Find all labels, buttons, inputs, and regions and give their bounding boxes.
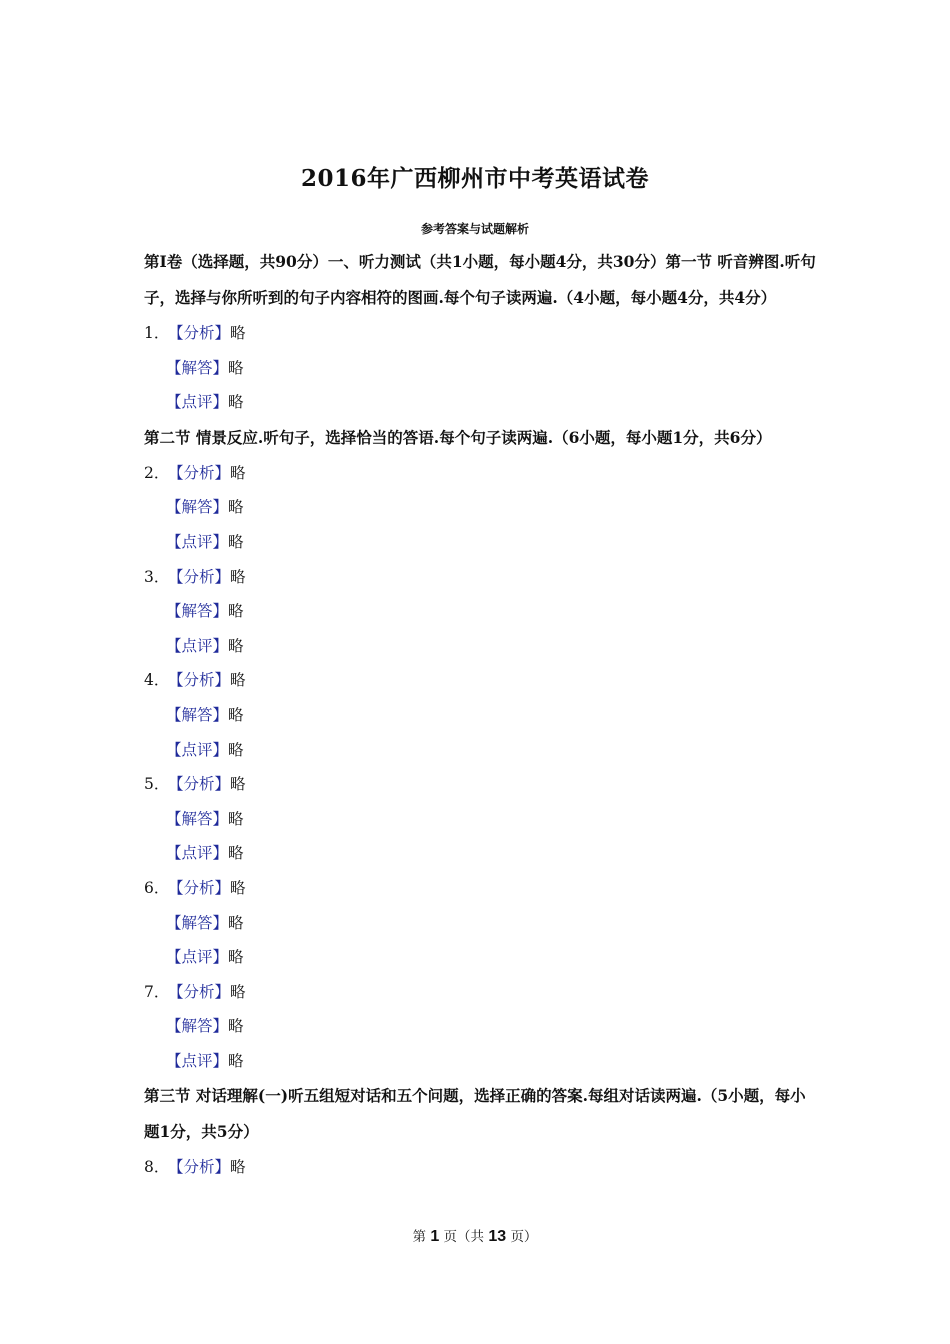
- question-3-comment: [144, 629, 819, 664]
- comment-tag: 【点评】: [166, 393, 229, 412]
- question-4-comment: [144, 733, 819, 768]
- question-7-comment: [144, 1044, 819, 1079]
- analysis-tag: 【分析】: [168, 463, 231, 482]
- question-number: 5．: [144, 775, 170, 794]
- question-6-analysis: [144, 871, 819, 906]
- question-6-comment: [144, 940, 819, 975]
- answer-tag: 【解答】: [166, 705, 229, 724]
- question-5-answer: [144, 802, 819, 837]
- question-5-analysis: [144, 767, 819, 802]
- answer-tag: 【解答】: [166, 1017, 229, 1036]
- question-2-analysis: [144, 456, 819, 491]
- question-2-answer: [144, 490, 819, 525]
- question-4-analysis: [144, 663, 819, 698]
- answer-value: 略: [228, 809, 244, 828]
- question-number: 7．: [144, 982, 170, 1001]
- comment-value: 略: [228, 532, 244, 551]
- analysis-value: 略: [230, 567, 246, 586]
- answer-tag: 【解答】: [166, 498, 229, 517]
- question-8-analysis: [144, 1150, 819, 1185]
- analysis-tag: 【分析】: [168, 1158, 231, 1177]
- answer-value: 略: [228, 705, 244, 724]
- document-body: [144, 244, 819, 1185]
- page-footer: [0, 1225, 950, 1246]
- question-number: 8．: [144, 1158, 170, 1177]
- answer-tag: 【解答】: [166, 602, 229, 621]
- footer-total-pages: 13: [488, 1228, 507, 1245]
- footer-suffix: 页）: [510, 1229, 538, 1245]
- analysis-tag: 【分析】: [168, 671, 231, 690]
- answer-tag: 【解答】: [166, 809, 229, 828]
- comment-tag: 【点评】: [166, 1051, 229, 1070]
- question-5-comment: [144, 836, 819, 871]
- comment-value: 略: [228, 948, 244, 967]
- question-6-answer: [144, 906, 819, 941]
- analysis-tag: 【分析】: [168, 878, 231, 897]
- answer-value: 略: [228, 358, 244, 377]
- question-1-analysis: [144, 316, 819, 351]
- comment-tag: 【点评】: [166, 532, 229, 551]
- answer-tag: 【解答】: [166, 358, 229, 377]
- document-subtitle: 参考答案与试题解析: [420, 222, 529, 236]
- analysis-value: 略: [230, 878, 246, 897]
- comment-value: 略: [228, 844, 244, 863]
- footer-middle: 页（共: [443, 1229, 485, 1245]
- analysis-tag: 【分析】: [168, 982, 231, 1001]
- comment-value: 略: [228, 740, 244, 759]
- footer-prefix: 第: [412, 1229, 427, 1245]
- analysis-value: 略: [230, 671, 246, 690]
- analysis-value: 略: [230, 324, 246, 342]
- analysis-tag: 【分析】: [168, 775, 231, 794]
- comment-value: 略: [228, 636, 244, 655]
- analysis-tag: 【分析】: [168, 324, 231, 342]
- answer-value: 略: [228, 913, 244, 932]
- question-2-comment: [144, 525, 819, 560]
- answer-value: 略: [228, 498, 244, 517]
- question-1-answer: [144, 351, 819, 386]
- analysis-value: 略: [230, 982, 246, 1001]
- question-number: 3．: [144, 567, 170, 586]
- comment-tag: 【点评】: [166, 636, 229, 655]
- question-3-analysis: [144, 560, 819, 595]
- analysis-value: 略: [230, 463, 246, 482]
- question-number: 2．: [144, 463, 170, 482]
- comment-tag: 【点评】: [166, 740, 229, 759]
- footer-page-number: 1: [430, 1228, 440, 1245]
- answer-value: 略: [228, 1017, 244, 1036]
- question-3-answer: [144, 594, 819, 629]
- analysis-value: 略: [230, 1158, 246, 1177]
- question-number: 4．: [144, 671, 170, 690]
- document-title: 2016年广西柳州市中考英语试卷: [300, 165, 649, 192]
- answer-tag: 【解答】: [166, 913, 229, 932]
- analysis-value: 略: [230, 775, 246, 794]
- answer-value: 略: [228, 602, 244, 621]
- section-heading-1: 第Ⅰ卷（选择题，共90分）一、听力测试（共1小题，每小题4分，共30分）第一节 听音辨图.听句子，选择与你所听到的句子内容相符的图画.每个句子读两遍.（4小题，每小题4分，共4分）: [144, 252, 816, 307]
- comment-value: 略: [228, 1051, 244, 1070]
- question-1-comment: [144, 385, 819, 420]
- analysis-tag: 【分析】: [168, 567, 231, 586]
- question-number: 6．: [144, 878, 170, 897]
- question-4-answer: [144, 698, 819, 733]
- comment-tag: 【点评】: [166, 948, 229, 967]
- question-number: 1．: [144, 324, 170, 342]
- comment-tag: 【点评】: [166, 844, 229, 863]
- section-heading-3: 第三节 对话理解(一)听五组短对话和五个问题，选择正确的答案.每组对话读两遍.（5小题，每小题1分，共5分）: [144, 1086, 806, 1142]
- question-7-analysis: [144, 975, 819, 1010]
- comment-value: 略: [228, 393, 244, 412]
- section-heading-2: 第二节 情景反应.听句子，选择恰当的答语.每个句子读两遍.（6小题，每小题1分，共6分）: [144, 427, 772, 447]
- question-7-answer: [144, 1009, 819, 1044]
